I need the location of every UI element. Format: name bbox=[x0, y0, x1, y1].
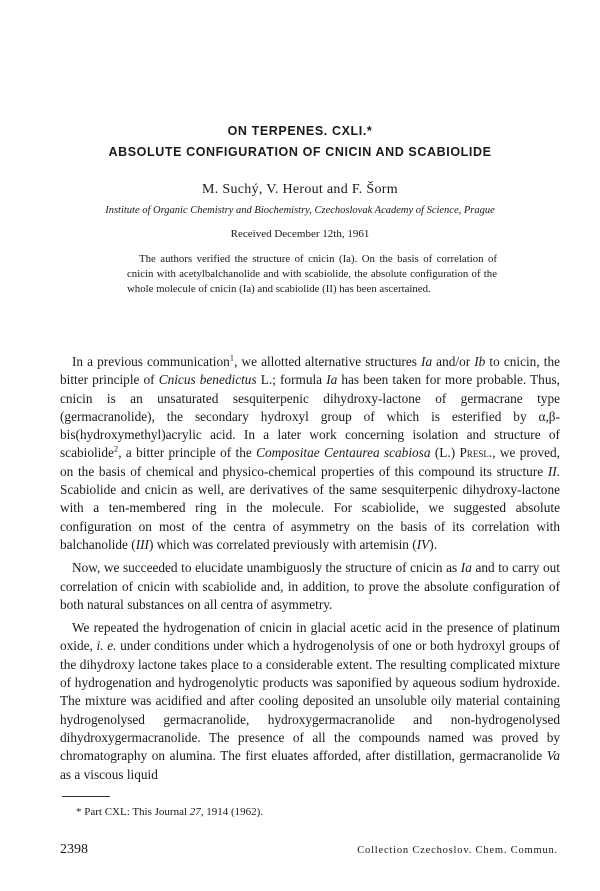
paragraph-2: Now, we succeeded to elucidate unambiguosly the structure of cnicin as Ia and to carry out correlation of cnicin with scabiolide and, in addition, to prove the absolute configuration of both natural substances on all centra of asymmetry. bbox=[60, 560, 560, 612]
page-number: 2398 bbox=[60, 842, 88, 857]
article-series-title: ON TERPENES. CXLI.* bbox=[227, 124, 373, 138]
abstract: The authors verified the structure of cnicin (Ia). On the basis of correlation of cnicin with acetylbalchanolide and with scabiolide, the absolute configuration of the whole molecule of cnicin (Ia) and scabiolide (II) has been ascertained. bbox=[127, 253, 497, 296]
footnote: * Part CXL: This Journal 27, 1914 (1962). bbox=[76, 806, 264, 818]
journal-name: Collection Czechoslov. Chem. Commun. bbox=[357, 845, 558, 856]
article-title: ABSOLUTE CONFIGURATION OF CNICIN AND SCABIOLIDE bbox=[108, 145, 492, 159]
paragraph-1: In a previous communication$^1$, we allotted alternative structures Ia and/or Ib to cnicin, the bitter principle of Cnicus benedictus L.; formula Ia has been taken for more probable. Thus, cnicin is an unsaturated sesquiterpenic dihydroxy-lactone of germacrane type (germacranolide), the secondary hydroxyl group of which is esterified by α,β-bis(hydroxymethyl)acrylic acid. In a later work concerning isolation and structure of scabiolide$^2$, a bitter principle of the Compositae Centaurea scabiosa (L.) Presl., we proved, on the basis of chemical and physico-chemical properties of this compound its structure II. Scabiolide and cnicin as well, are derivatives of the same sesquiterpenic dihydroxy-lactone with a ten-membered ring in the molecule. For scabiolide, we suggested absolute configuration on most of the centra of asymmetry on the basis of its correlation with balchanolide (III) which was correlated previously with artemisin (IV). bbox=[60, 352, 560, 552]
affiliation: Institute of Organic Chemistry and Biochemistry, Czechoslovak Academy of Science, Prague bbox=[105, 205, 495, 216]
article-body bbox=[60, 353, 560, 784]
authors: M. Suchý, V. Herout and F. Šorm bbox=[202, 182, 398, 197]
paragraph-3: We repeated the hydrogenation of cnicin in glacial acetic acid in the presence of platinum oxide, i. e. under conditions under which a hydrogenolysis of one or both hydroxyl groups of the dihydroxy lactone takes place to a considerable extent. The resulting complicated mixture of hydrogenation and hydrogenolytic products was saponified by aqueous sodium hydroxide. The mixture was acidified and after cooling deposited an unsoluble oily material containing hydrogenolysed germacranolide, hydroxygermacranolide and non-hydrogenolysed dihydroxygermacranolide. The presence of all the compounds named was proved by chromatography on alumina. The first eluates afforded, after distillation, germacranolide Va as a viscous liquid bbox=[60, 620, 560, 782]
received-date: Received December 12th, 1961 bbox=[230, 228, 370, 240]
footnote-divider bbox=[62, 796, 110, 797]
reference-marker: 2 bbox=[113, 444, 119, 455]
reference-marker: 1 bbox=[229, 352, 235, 363]
